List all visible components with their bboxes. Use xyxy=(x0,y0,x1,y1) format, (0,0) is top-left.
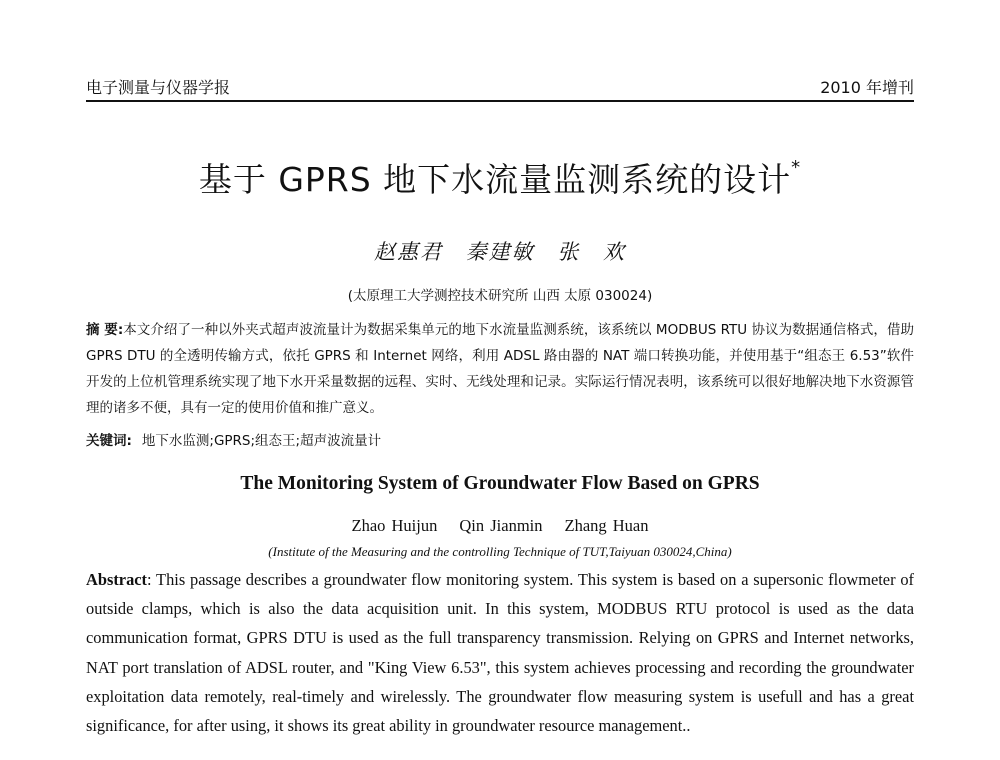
author-en-1: Zhao Huijun xyxy=(351,516,438,535)
paper-title-text: 基于 GPRS 地下水流量监测系统的设计 xyxy=(198,160,792,199)
paper-title-en: The Monitoring System of Groundwater Flow Based on GPRS xyxy=(240,473,760,494)
keywords-cn-text: 地下水监测;GPRS;组态王;超声波流量计 xyxy=(141,433,382,449)
running-header xyxy=(86,76,914,102)
affiliation-cn: (太原理工大学测控技术研究所 山西 太原 030024) xyxy=(347,288,653,304)
abstract-cn-label: 摘 要: xyxy=(86,322,124,338)
keywords-cn-label: 关键词: xyxy=(86,433,132,449)
affiliation-en: (Institute of the Measuring and the controlling Technique of TUT,Taiyuan 030024,China) xyxy=(268,544,732,559)
abstract-cn xyxy=(86,317,914,421)
abstract-en xyxy=(86,565,914,740)
abstract-en-text: : This passage describes a groundwater flow monitoring system. This system is based on a supersonic flowmeter of outside clamps, which is also the data acquisition unit. In this system, MODBUS RTU protocol is used as the data communication format, GPRS DTU is used as the full transparency transmission. Relying on GPRS and Internet networks, NAT port translation of ADSL router, and "King View 6.53", this system achieves processing and recording the groundwater exploitation data remotely, real-timely and wirelessly. The groundwater flow measuring system is usefull and has a great significance, for after using, it shows its great ability in groundwater resource management.. xyxy=(86,570,914,736)
title-footnote-mark: * xyxy=(791,157,802,178)
journal-name: 电子测量与仪器学报 xyxy=(86,78,231,97)
abstract-en-label: Abstract xyxy=(86,570,147,589)
authors-cn: 赵惠君 秦建敏 张 欢 xyxy=(373,240,627,264)
paper-title-cn xyxy=(0,158,1000,202)
author-en-2: Qin Jianmin xyxy=(459,516,543,535)
author-en-3: Zhang Huan xyxy=(564,516,649,535)
keywords-cn xyxy=(86,430,914,452)
abstract-cn-text: 本文介绍了一种以外夹式超声波流量计为数据采集单元的地下水流量监测系统，该系统以 MODBUS RTU 协议为数据通信格式，借助 GPRS DTU 的全透明传输方式，依托 GPRS 和 Internet 网络，利用 ADSL 路由器的 NAT 端口转换功能，并使用基于“组态王 6.53”软件开发的上位机管理系统实现了地下水开采量数据的远程、实时、无线处理和记录。实际运行情况表明，该系统可以很好地解决地下水资源管理的诸多不便，具有一定的使用价值和推广意义。 xyxy=(86,322,915,416)
authors-en xyxy=(0,515,1000,537)
issue-label: 2010 年增刊 xyxy=(820,78,914,97)
